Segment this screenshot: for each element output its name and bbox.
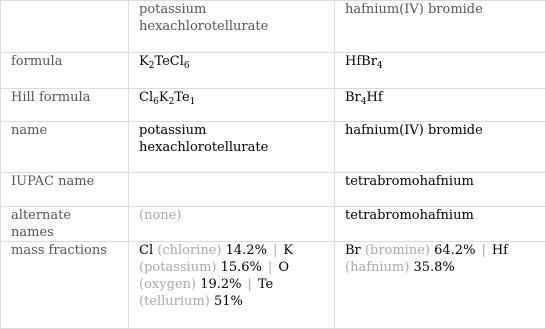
element-symbol: Hf	[491, 243, 508, 258]
element-symbol: Te	[257, 277, 274, 292]
formula-compound-1: $K_2TeCl_6$	[129, 53, 335, 89]
row-iupac-name	[1, 173, 545, 207]
element-name: (oxygen)	[139, 277, 197, 292]
row-label-iupac-name: IUPAC name	[1, 173, 129, 207]
name-compound-2: hafnium(IV) bromide	[335, 122, 545, 173]
hill-formula-compound-1: $Cl_6K_2Te_1$	[129, 89, 335, 122]
header-compound-1: potassium hexachlorotellurate	[129, 1, 335, 53]
element-symbol: Br	[345, 243, 361, 258]
row-mass-fractions	[1, 242, 545, 329]
separator: |	[272, 243, 278, 258]
separator: |	[267, 260, 273, 275]
element-name: (tellurium)	[139, 294, 210, 309]
element-symbol: Cl	[139, 243, 154, 258]
iupac-name-compound-2: tetrabromohafnium	[335, 173, 545, 207]
row-label-hill-formula: Hill formula	[1, 89, 129, 122]
mass-fractions-compound-2	[335, 242, 545, 329]
element-fraction: 64.2%	[434, 243, 476, 258]
element-name: (hafnium)	[345, 260, 410, 275]
element-name: (chlorine)	[157, 243, 222, 258]
row-label-formula: formula	[1, 53, 129, 89]
mass-fractions-compound-1	[129, 242, 335, 329]
alternate-names-compound-1: (none)	[129, 207, 335, 242]
separator: |	[481, 243, 486, 258]
element-name: (potassium)	[139, 260, 217, 275]
header-compound-2: hafnium(IV) bromide	[335, 1, 545, 53]
row-alternate-names	[1, 207, 545, 242]
element-fraction: 35.8%	[413, 260, 455, 275]
element-fraction: 14.2%	[225, 243, 267, 258]
name-compound-1: potassium hexachlorotellurate	[129, 122, 335, 173]
separator: |	[247, 277, 252, 292]
header-row	[1, 1, 545, 53]
element-fraction: 51%	[213, 294, 243, 309]
alternate-names-compound-2: tetrabromohafnium	[335, 207, 545, 242]
header-empty-cell	[1, 1, 129, 53]
element-fraction: 19.2%	[200, 277, 242, 292]
row-hill-formula	[1, 89, 545, 122]
element-symbol: O	[278, 260, 289, 275]
row-name	[1, 122, 545, 173]
hill-formula-compound-2: $Br_4Hf$	[335, 89, 545, 122]
element-symbol: K	[283, 243, 294, 258]
row-label-mass-fractions: mass fractions	[1, 242, 129, 329]
row-label-alternate-names: alternate names	[1, 207, 129, 242]
element-name: (bromine)	[364, 243, 430, 258]
formula-compound-2: HfBr$_4$	[335, 53, 545, 89]
element-fraction: 15.6%	[220, 260, 262, 275]
iupac-name-compound-1	[129, 173, 335, 207]
row-label-name: name	[1, 122, 129, 173]
row-formula	[1, 53, 545, 89]
